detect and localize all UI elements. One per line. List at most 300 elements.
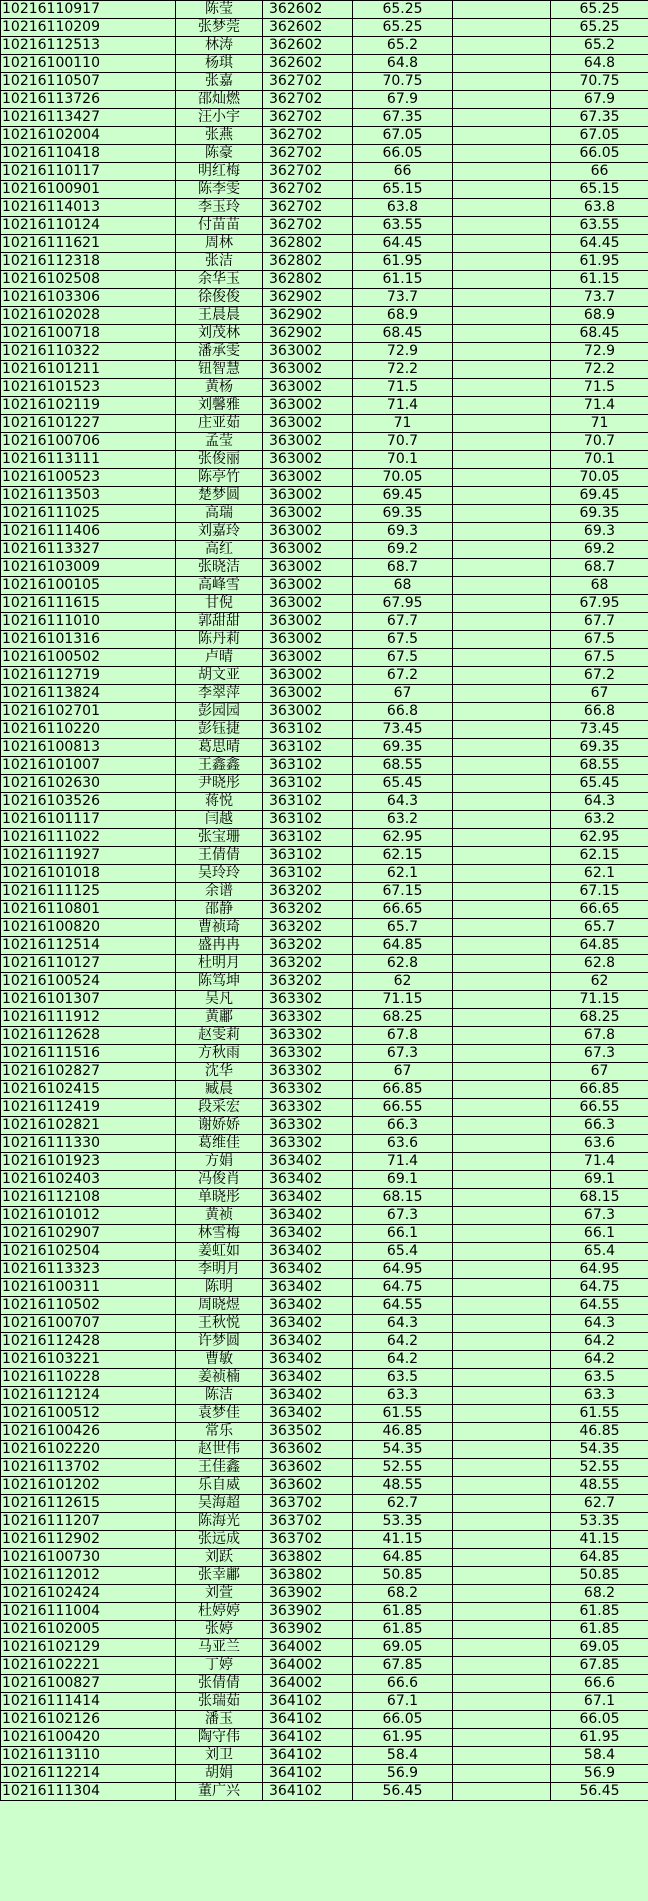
total-score-cell[interactable]: 71.15: [551, 991, 648, 1009]
score-cell[interactable]: 67.3: [353, 1045, 453, 1063]
total-score-cell[interactable]: 66.3: [551, 1117, 648, 1135]
position-code-cell[interactable]: 363102: [263, 865, 353, 883]
total-score-cell[interactable]: 70.7: [551, 433, 648, 451]
score-cell[interactable]: 67.5: [353, 649, 453, 667]
exam-id-cell[interactable]: 10216111004: [1, 1603, 176, 1621]
blank-cell[interactable]: [453, 199, 551, 217]
score-cell[interactable]: 68.25: [353, 1009, 453, 1027]
position-code-cell[interactable]: 362702: [263, 91, 353, 109]
score-cell[interactable]: 72.9: [353, 343, 453, 361]
position-code-cell[interactable]: 363802: [263, 1549, 353, 1567]
name-cell[interactable]: 赵世伟: [176, 1441, 263, 1459]
exam-id-cell[interactable]: 10216101227: [1, 415, 176, 433]
total-score-cell[interactable]: 67.1: [551, 1693, 648, 1711]
blank-cell[interactable]: [453, 1117, 551, 1135]
name-cell[interactable]: 单晓彤: [176, 1189, 263, 1207]
exam-id-cell[interactable]: 10216100820: [1, 919, 176, 937]
position-code-cell[interactable]: 364102: [263, 1711, 353, 1729]
position-code-cell[interactable]: 363002: [263, 595, 353, 613]
exam-id-cell[interactable]: 10216102403: [1, 1171, 176, 1189]
exam-id-cell[interactable]: 10216110507: [1, 73, 176, 91]
name-cell[interactable]: 姜虹如: [176, 1243, 263, 1261]
position-code-cell[interactable]: 364102: [263, 1729, 353, 1747]
score-cell[interactable]: 64.85: [353, 1549, 453, 1567]
blank-cell[interactable]: [453, 811, 551, 829]
score-cell[interactable]: 70.75: [353, 73, 453, 91]
score-cell[interactable]: 66.1: [353, 1225, 453, 1243]
exam-id-cell[interactable]: 10216112428: [1, 1333, 176, 1351]
name-cell[interactable]: 张洁: [176, 253, 263, 271]
blank-cell[interactable]: [453, 937, 551, 955]
name-cell[interactable]: 刘萱: [176, 1585, 263, 1603]
exam-id-cell[interactable]: 10216100706: [1, 433, 176, 451]
blank-cell[interactable]: [453, 127, 551, 145]
score-cell[interactable]: 63.55: [353, 217, 453, 235]
total-score-cell[interactable]: 61.15: [551, 271, 648, 289]
total-score-cell[interactable]: 66.6: [551, 1675, 648, 1693]
total-score-cell[interactable]: 62.1: [551, 865, 648, 883]
total-score-cell[interactable]: 67.05: [551, 127, 648, 145]
exam-id-cell[interactable]: 10216100718: [1, 325, 176, 343]
score-cell[interactable]: 70.05: [353, 469, 453, 487]
total-score-cell[interactable]: 73.7: [551, 289, 648, 307]
total-score-cell[interactable]: 68.15: [551, 1189, 648, 1207]
score-cell[interactable]: 67.85: [353, 1657, 453, 1675]
position-code-cell[interactable]: 363302: [263, 1099, 353, 1117]
position-code-cell[interactable]: 363002: [263, 559, 353, 577]
total-score-cell[interactable]: 62.8: [551, 955, 648, 973]
name-cell[interactable]: 高峰雪: [176, 577, 263, 595]
blank-cell[interactable]: [453, 1405, 551, 1423]
blank-cell[interactable]: [453, 865, 551, 883]
name-cell[interactable]: 李明月: [176, 1261, 263, 1279]
position-code-cell[interactable]: 363002: [263, 451, 353, 469]
blank-cell[interactable]: [453, 541, 551, 559]
position-code-cell[interactable]: 363102: [263, 775, 353, 793]
blank-cell[interactable]: [453, 955, 551, 973]
position-code-cell[interactable]: 363102: [263, 721, 353, 739]
position-code-cell[interactable]: 363402: [263, 1261, 353, 1279]
name-cell[interactable]: 袁梦佳: [176, 1405, 263, 1423]
exam-id-cell[interactable]: 10216112214: [1, 1765, 176, 1783]
total-score-cell[interactable]: 67.95: [551, 595, 648, 613]
total-score-cell[interactable]: 67.5: [551, 649, 648, 667]
exam-id-cell[interactable]: 10216112012: [1, 1567, 176, 1585]
exam-id-cell[interactable]: 10216100105: [1, 577, 176, 595]
score-cell[interactable]: 65.4: [353, 1243, 453, 1261]
exam-id-cell[interactable]: 10216112514: [1, 937, 176, 955]
name-cell[interactable]: 谢娇娇: [176, 1117, 263, 1135]
position-code-cell[interactable]: 363102: [263, 829, 353, 847]
position-code-cell[interactable]: 363402: [263, 1315, 353, 1333]
position-code-cell[interactable]: 362702: [263, 145, 353, 163]
blank-cell[interactable]: [453, 1567, 551, 1585]
position-code-cell[interactable]: 363302: [263, 1063, 353, 1081]
position-code-cell[interactable]: 362802: [263, 271, 353, 289]
blank-cell[interactable]: [453, 163, 551, 181]
name-cell[interactable]: 李翠萍: [176, 685, 263, 703]
position-code-cell[interactable]: 363702: [263, 1513, 353, 1531]
total-score-cell[interactable]: 72.9: [551, 343, 648, 361]
blank-cell[interactable]: [453, 217, 551, 235]
name-cell[interactable]: 王鑫鑫: [176, 757, 263, 775]
exam-id-cell[interactable]: 10216102220: [1, 1441, 176, 1459]
total-score-cell[interactable]: 46.85: [551, 1423, 648, 1441]
total-score-cell[interactable]: 61.85: [551, 1621, 648, 1639]
blank-cell[interactable]: [453, 325, 551, 343]
position-code-cell[interactable]: 362702: [263, 109, 353, 127]
exam-id-cell[interactable]: 10216112902: [1, 1531, 176, 1549]
total-score-cell[interactable]: 65.25: [551, 1, 648, 19]
score-cell[interactable]: 69.35: [353, 505, 453, 523]
blank-cell[interactable]: [453, 1063, 551, 1081]
name-cell[interactable]: 张晓洁: [176, 559, 263, 577]
exam-id-cell[interactable]: 10216111516: [1, 1045, 176, 1063]
exam-id-cell[interactable]: 10216111927: [1, 847, 176, 865]
total-score-cell[interactable]: 71.4: [551, 1153, 648, 1171]
blank-cell[interactable]: [453, 793, 551, 811]
blank-cell[interactable]: [453, 1621, 551, 1639]
position-code-cell[interactable]: 362602: [263, 19, 353, 37]
blank-cell[interactable]: [453, 595, 551, 613]
position-code-cell[interactable]: 363202: [263, 919, 353, 937]
score-cell[interactable]: 66.8: [353, 703, 453, 721]
position-code-cell[interactable]: 363002: [263, 361, 353, 379]
position-code-cell[interactable]: 363002: [263, 469, 353, 487]
name-cell[interactable]: 周林: [176, 235, 263, 253]
exam-id-cell[interactable]: 10216112719: [1, 667, 176, 685]
exam-id-cell[interactable]: 10216100420: [1, 1729, 176, 1747]
blank-cell[interactable]: [453, 1225, 551, 1243]
position-code-cell[interactable]: 363402: [263, 1171, 353, 1189]
exam-id-cell[interactable]: 10216102630: [1, 775, 176, 793]
score-cell[interactable]: 65.7: [353, 919, 453, 937]
total-score-cell[interactable]: 66.85: [551, 1081, 648, 1099]
position-code-cell[interactable]: 363102: [263, 811, 353, 829]
name-cell[interactable]: 冯俊肖: [176, 1171, 263, 1189]
name-cell[interactable]: 蒋悦: [176, 793, 263, 811]
score-cell[interactable]: 64.75: [353, 1279, 453, 1297]
name-cell[interactable]: 马亚兰: [176, 1639, 263, 1657]
position-code-cell[interactable]: 363402: [263, 1207, 353, 1225]
exam-id-cell[interactable]: 10216102504: [1, 1243, 176, 1261]
name-cell[interactable]: 刘馨雅: [176, 397, 263, 415]
blank-cell[interactable]: [453, 181, 551, 199]
name-cell[interactable]: 周晓煜: [176, 1297, 263, 1315]
score-cell[interactable]: 64.45: [353, 235, 453, 253]
total-score-cell[interactable]: 72.2: [551, 361, 648, 379]
position-code-cell[interactable]: 363002: [263, 433, 353, 451]
total-score-cell[interactable]: 63.2: [551, 811, 648, 829]
score-cell[interactable]: 67.9: [353, 91, 453, 109]
score-cell[interactable]: 66.3: [353, 1117, 453, 1135]
blank-cell[interactable]: [453, 1153, 551, 1171]
position-code-cell[interactable]: 363702: [263, 1531, 353, 1549]
exam-id-cell[interactable]: 10216102424: [1, 1585, 176, 1603]
blank-cell[interactable]: [453, 1765, 551, 1783]
blank-cell[interactable]: [453, 1549, 551, 1567]
name-cell[interactable]: 陈笃坤: [176, 973, 263, 991]
name-cell[interactable]: 张梦莞: [176, 19, 263, 37]
position-code-cell[interactable]: 362902: [263, 325, 353, 343]
exam-id-cell[interactable]: 10216100827: [1, 1675, 176, 1693]
name-cell[interactable]: 明红梅: [176, 163, 263, 181]
name-cell[interactable]: 黄祯: [176, 1207, 263, 1225]
blank-cell[interactable]: [453, 1207, 551, 1225]
position-code-cell[interactable]: 363102: [263, 757, 353, 775]
exam-id-cell[interactable]: 10216102701: [1, 703, 176, 721]
name-cell[interactable]: 尹晓彤: [176, 775, 263, 793]
exam-id-cell[interactable]: 10216102028: [1, 307, 176, 325]
position-code-cell[interactable]: 362702: [263, 199, 353, 217]
total-score-cell[interactable]: 66.8: [551, 703, 648, 721]
blank-cell[interactable]: [453, 505, 551, 523]
blank-cell[interactable]: [453, 775, 551, 793]
name-cell[interactable]: 张幸鄘: [176, 1567, 263, 1585]
exam-id-cell[interactable]: 10216100110: [1, 55, 176, 73]
name-cell[interactable]: 张倩倩: [176, 1675, 263, 1693]
total-score-cell[interactable]: 65.15: [551, 181, 648, 199]
blank-cell[interactable]: [453, 487, 551, 505]
score-cell[interactable]: 46.85: [353, 1423, 453, 1441]
score-cell[interactable]: 66.6: [353, 1675, 453, 1693]
blank-cell[interactable]: [453, 1711, 551, 1729]
score-cell[interactable]: 68.7: [353, 559, 453, 577]
score-cell[interactable]: 58.4: [353, 1747, 453, 1765]
name-cell[interactable]: 楚梦圆: [176, 487, 263, 505]
exam-id-cell[interactable]: 10216102827: [1, 1063, 176, 1081]
name-cell[interactable]: 吴海超: [176, 1495, 263, 1513]
name-cell[interactable]: 陶守伟: [176, 1729, 263, 1747]
total-score-cell[interactable]: 68.45: [551, 325, 648, 343]
position-code-cell[interactable]: 362602: [263, 1, 353, 19]
total-score-cell[interactable]: 67: [551, 685, 648, 703]
total-score-cell[interactable]: 66.55: [551, 1099, 648, 1117]
total-score-cell[interactable]: 68.55: [551, 757, 648, 775]
blank-cell[interactable]: [453, 1747, 551, 1765]
blank-cell[interactable]: [453, 685, 551, 703]
name-cell[interactable]: 张远成: [176, 1531, 263, 1549]
total-score-cell[interactable]: 71.5: [551, 379, 648, 397]
exam-id-cell[interactable]: 10216111406: [1, 523, 176, 541]
score-cell[interactable]: 64.55: [353, 1297, 453, 1315]
name-cell[interactable]: 刘跃: [176, 1549, 263, 1567]
position-code-cell[interactable]: 363002: [263, 577, 353, 595]
position-code-cell[interactable]: 363002: [263, 541, 353, 559]
score-cell[interactable]: 64.3: [353, 1315, 453, 1333]
blank-cell[interactable]: [453, 1657, 551, 1675]
total-score-cell[interactable]: 62.95: [551, 829, 648, 847]
name-cell[interactable]: 邵灿燃: [176, 91, 263, 109]
exam-id-cell[interactable]: 10216101211: [1, 361, 176, 379]
score-cell[interactable]: 71.15: [353, 991, 453, 1009]
blank-cell[interactable]: [453, 1729, 551, 1747]
exam-id-cell[interactable]: 10216112513: [1, 37, 176, 55]
exam-id-cell[interactable]: 10216101007: [1, 757, 176, 775]
exam-id-cell[interactable]: 10216103306: [1, 289, 176, 307]
blank-cell[interactable]: [453, 631, 551, 649]
score-cell[interactable]: 64.95: [353, 1261, 453, 1279]
name-cell[interactable]: 姜祯楠: [176, 1369, 263, 1387]
blank-cell[interactable]: [453, 1531, 551, 1549]
position-code-cell[interactable]: 364102: [263, 1783, 353, 1801]
score-cell[interactable]: 66.85: [353, 1081, 453, 1099]
exam-id-cell[interactable]: 10216101316: [1, 631, 176, 649]
exam-id-cell[interactable]: 10216111912: [1, 1009, 176, 1027]
name-cell[interactable]: 甘倪: [176, 595, 263, 613]
name-cell[interactable]: 陈亭竹: [176, 469, 263, 487]
score-cell[interactable]: 50.85: [353, 1567, 453, 1585]
score-cell[interactable]: 54.35: [353, 1441, 453, 1459]
name-cell[interactable]: 陈豪: [176, 145, 263, 163]
position-code-cell[interactable]: 362702: [263, 163, 353, 181]
score-cell[interactable]: 63.6: [353, 1135, 453, 1153]
score-cell[interactable]: 68.45: [353, 325, 453, 343]
name-cell[interactable]: 陈莹: [176, 1, 263, 19]
score-cell[interactable]: 66.65: [353, 901, 453, 919]
blank-cell[interactable]: [453, 1135, 551, 1153]
exam-id-cell[interactable]: 10216102005: [1, 1621, 176, 1639]
position-code-cell[interactable]: 363902: [263, 1603, 353, 1621]
blank-cell[interactable]: [453, 1261, 551, 1279]
score-cell[interactable]: 61.55: [353, 1405, 453, 1423]
blank-cell[interactable]: [453, 271, 551, 289]
score-cell[interactable]: 64.3: [353, 793, 453, 811]
blank-cell[interactable]: [453, 1099, 551, 1117]
total-score-cell[interactable]: 62: [551, 973, 648, 991]
blank-cell[interactable]: [453, 1423, 551, 1441]
score-cell[interactable]: 68.9: [353, 307, 453, 325]
score-cell[interactable]: 68.15: [353, 1189, 453, 1207]
name-cell[interactable]: 张瑞茹: [176, 1693, 263, 1711]
position-code-cell[interactable]: 363202: [263, 883, 353, 901]
name-cell[interactable]: 盛冉冉: [176, 937, 263, 955]
exam-id-cell[interactable]: 10216113111: [1, 451, 176, 469]
exam-id-cell[interactable]: 10216112318: [1, 253, 176, 271]
name-cell[interactable]: 林雪梅: [176, 1225, 263, 1243]
position-code-cell[interactable]: 363402: [263, 1243, 353, 1261]
exam-id-cell[interactable]: 10216101523: [1, 379, 176, 397]
exam-id-cell[interactable]: 10216102126: [1, 1711, 176, 1729]
blank-cell[interactable]: [453, 973, 551, 991]
name-cell[interactable]: 孟莹: [176, 433, 263, 451]
score-cell[interactable]: 56.9: [353, 1765, 453, 1783]
score-cell[interactable]: 66.05: [353, 145, 453, 163]
blank-cell[interactable]: [453, 379, 551, 397]
score-cell[interactable]: 56.45: [353, 1783, 453, 1801]
exam-id-cell[interactable]: 10216113726: [1, 91, 176, 109]
exam-id-cell[interactable]: 10216111010: [1, 613, 176, 631]
position-code-cell[interactable]: 363402: [263, 1189, 353, 1207]
exam-id-cell[interactable]: 10216103009: [1, 559, 176, 577]
exam-id-cell[interactable]: 10216100730: [1, 1549, 176, 1567]
score-cell[interactable]: 65.25: [353, 1, 453, 19]
exam-id-cell[interactable]: 10216113824: [1, 685, 176, 703]
name-cell[interactable]: 董广兴: [176, 1783, 263, 1801]
score-cell[interactable]: 67.95: [353, 595, 453, 613]
blank-cell[interactable]: [453, 739, 551, 757]
blank-cell[interactable]: [453, 1243, 551, 1261]
name-cell[interactable]: 刘卫: [176, 1747, 263, 1765]
exam-id-cell[interactable]: 10216102415: [1, 1081, 176, 1099]
blank-cell[interactable]: [453, 1675, 551, 1693]
position-code-cell[interactable]: 363302: [263, 1117, 353, 1135]
total-score-cell[interactable]: 69.35: [551, 739, 648, 757]
total-score-cell[interactable]: 66.05: [551, 145, 648, 163]
score-cell[interactable]: 64.8: [353, 55, 453, 73]
position-code-cell[interactable]: 363002: [263, 523, 353, 541]
exam-id-cell[interactable]: 10216110917: [1, 1, 176, 19]
blank-cell[interactable]: [453, 145, 551, 163]
total-score-cell[interactable]: 65.7: [551, 919, 648, 937]
blank-cell[interactable]: [453, 37, 551, 55]
exam-id-cell[interactable]: 10216110127: [1, 955, 176, 973]
blank-cell[interactable]: [453, 1045, 551, 1063]
total-score-cell[interactable]: 68.7: [551, 559, 648, 577]
blank-cell[interactable]: [453, 1315, 551, 1333]
exam-id-cell[interactable]: 10216101018: [1, 865, 176, 883]
score-cell[interactable]: 63.3: [353, 1387, 453, 1405]
exam-id-cell[interactable]: 10216113702: [1, 1459, 176, 1477]
score-cell[interactable]: 71.4: [353, 1153, 453, 1171]
name-cell[interactable]: 刘嘉玲: [176, 523, 263, 541]
blank-cell[interactable]: [453, 1603, 551, 1621]
blank-cell[interactable]: [453, 649, 551, 667]
total-score-cell[interactable]: 56.9: [551, 1765, 648, 1783]
exam-id-cell[interactable]: 10216111022: [1, 829, 176, 847]
total-score-cell[interactable]: 64.8: [551, 55, 648, 73]
name-cell[interactable]: 方娟: [176, 1153, 263, 1171]
position-code-cell[interactable]: 363902: [263, 1585, 353, 1603]
total-score-cell[interactable]: 69.45: [551, 487, 648, 505]
position-code-cell[interactable]: 363102: [263, 793, 353, 811]
position-code-cell[interactable]: 363002: [263, 667, 353, 685]
score-cell[interactable]: 61.85: [353, 1603, 453, 1621]
score-cell[interactable]: 67.1: [353, 1693, 453, 1711]
exam-id-cell[interactable]: 10216102119: [1, 397, 176, 415]
blank-cell[interactable]: [453, 55, 551, 73]
total-score-cell[interactable]: 64.75: [551, 1279, 648, 1297]
exam-id-cell[interactable]: 10216100901: [1, 181, 176, 199]
name-cell[interactable]: 胡文亚: [176, 667, 263, 685]
position-code-cell[interactable]: 363002: [263, 649, 353, 667]
score-cell[interactable]: 67.2: [353, 667, 453, 685]
score-cell[interactable]: 69.2: [353, 541, 453, 559]
position-code-cell[interactable]: 363402: [263, 1333, 353, 1351]
total-score-cell[interactable]: 68.2: [551, 1585, 648, 1603]
position-code-cell[interactable]: 363102: [263, 847, 353, 865]
blank-cell[interactable]: [453, 433, 551, 451]
position-code-cell[interactable]: 364102: [263, 1765, 353, 1783]
name-cell[interactable]: 许梦圆: [176, 1333, 263, 1351]
total-score-cell[interactable]: 63.5: [551, 1369, 648, 1387]
score-cell[interactable]: 64.85: [353, 937, 453, 955]
name-cell[interactable]: 吴玲玲: [176, 865, 263, 883]
blank-cell[interactable]: [453, 1477, 551, 1495]
blank-cell[interactable]: [453, 667, 551, 685]
exam-id-cell[interactable]: 10216100813: [1, 739, 176, 757]
total-score-cell[interactable]: 63.55: [551, 217, 648, 235]
position-code-cell[interactable]: 363402: [263, 1351, 353, 1369]
blank-cell[interactable]: [453, 451, 551, 469]
score-cell[interactable]: 67.05: [353, 127, 453, 145]
score-cell[interactable]: 48.55: [353, 1477, 453, 1495]
position-code-cell[interactable]: 363202: [263, 937, 353, 955]
total-score-cell[interactable]: 65.4: [551, 1243, 648, 1261]
blank-cell[interactable]: [453, 1333, 551, 1351]
name-cell[interactable]: 赵雯莉: [176, 1027, 263, 1045]
blank-cell[interactable]: [453, 253, 551, 271]
